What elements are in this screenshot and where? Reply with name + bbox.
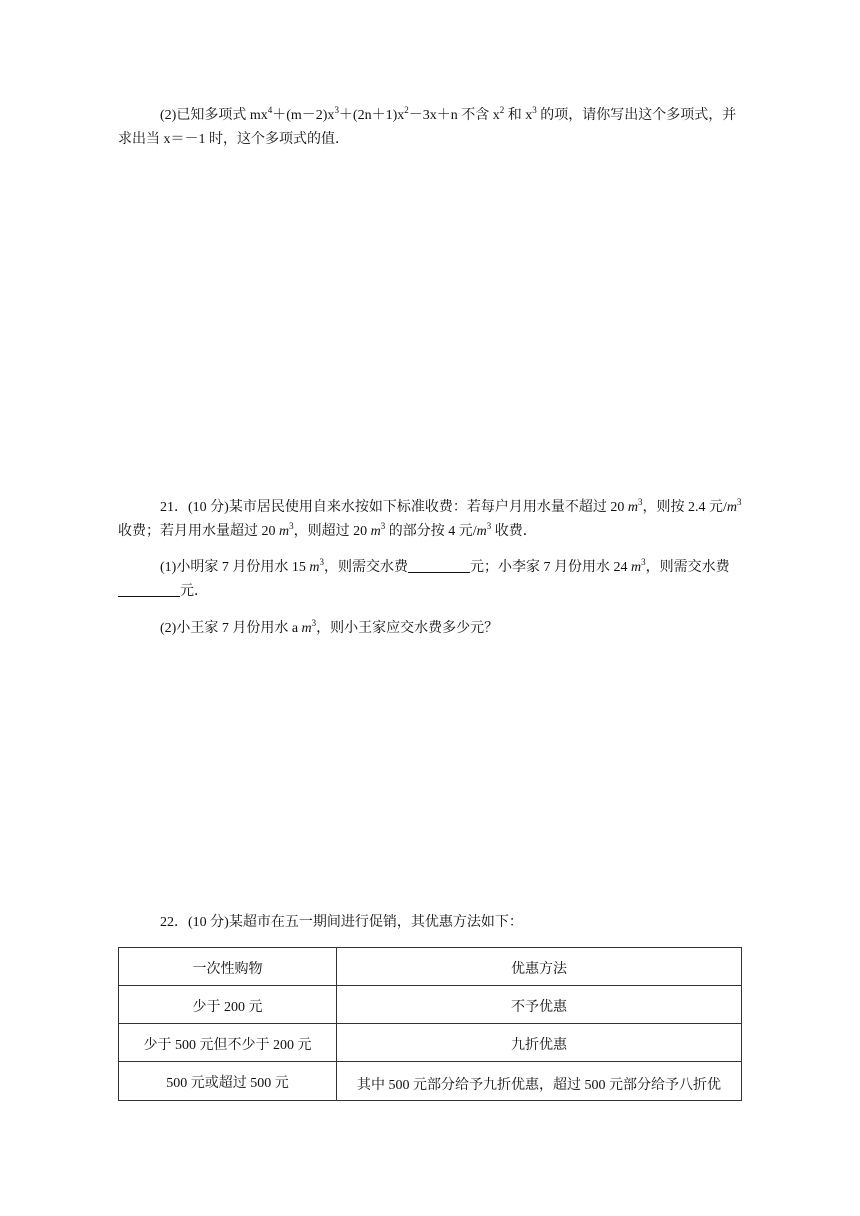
q21-part2-paragraph: (2)小王家 7 月份用水 a $m^3$，则小王家应交水费多少元？ (160, 618, 499, 636)
table-header-cell: 一次性购物 (119, 948, 337, 986)
q21-number: 21． (160, 500, 188, 515)
q21-score: (10 分) (188, 500, 229, 515)
table-row (119, 986, 742, 1024)
q21-intro-paragraph: 21．(10 分)某市居民使用自来水按如下标准收费：若每户月用水量不超过 20 $m^3$，则按 2.4 元$/m^3$ 收费；若月用水量超过 20 $m^3$，则超过 20 $m^3$ 的部分按 4 元$/m^3$ 收费． (118, 497, 742, 539)
table-cell: 500 元或超过 500 元 (119, 1062, 337, 1101)
q21-part1-paragraph: (1)小明家 7 月份用水 15 $m^3$，则需交水费 元；小李家 7 月份用水 24 $m^3$，则需交水费元． (118, 556, 742, 604)
q22-intro-paragraph: 22．(10 分)某超市在五一期间进行促销，其优惠方法如下： (160, 915, 523, 930)
q22-score: (10 分) (188, 915, 229, 930)
table-header-cell: 优惠方法 (337, 948, 742, 986)
q20-part2-label: (2) (160, 108, 177, 123)
table-cell: 少于 200 元 (119, 986, 337, 1024)
table-cell: 不予优惠 (337, 986, 742, 1024)
promotion-table (118, 947, 742, 1101)
q22-number: 22． (160, 915, 188, 930)
table-header-row (119, 948, 742, 986)
answer-blank-1[interactable] (408, 558, 470, 573)
table-cell: 其中 500 元部分给予九折优惠，超过 500 元部分给予八折优 (337, 1062, 742, 1101)
table-cell: 九折优惠 (337, 1024, 742, 1062)
q20-part2-paragraph: (2)已知多项式 $mx^4+(m-2)x^3+(2n+1)x^2-3x+n$ 不含 $x^2$ 和 $x^3$ 的项，请你写出这个多项式，并求出当 x＝－1 时，这个多项式的值． (118, 105, 737, 147)
table-row (119, 1062, 742, 1101)
table-cell: 少于 500 元但不少于 200 元 (119, 1024, 337, 1062)
table-row (119, 1024, 742, 1062)
answer-blank-2[interactable] (118, 582, 180, 597)
